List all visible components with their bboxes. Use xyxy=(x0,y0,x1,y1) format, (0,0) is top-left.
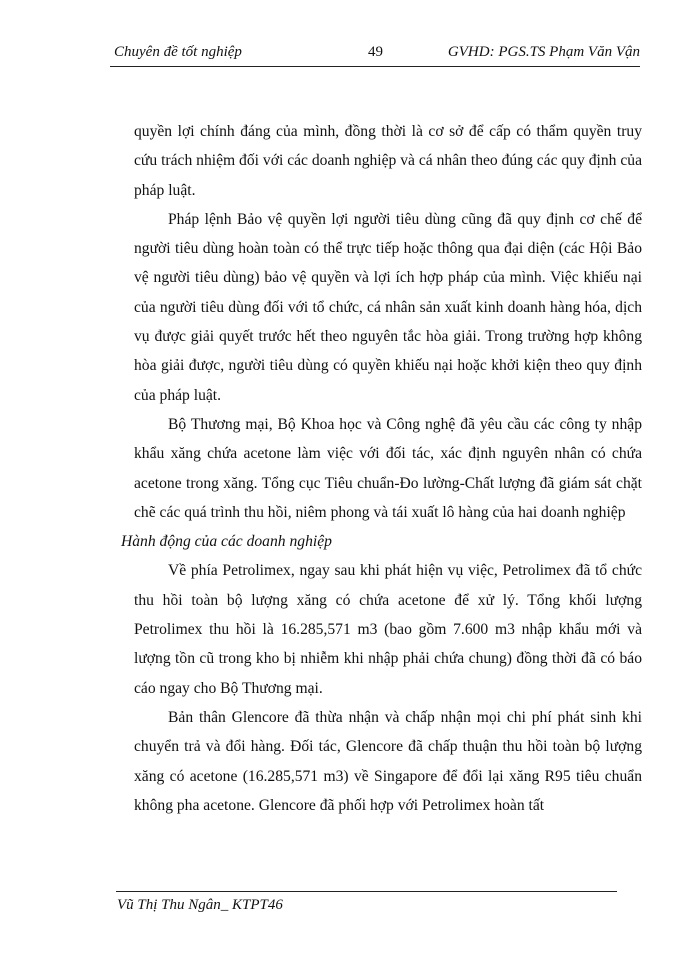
page-body xyxy=(121,117,642,820)
header-supervisor: GVHD: PGS.TS Phạm Văn Vận xyxy=(447,44,640,60)
paragraph-1: quyền lợi chính đáng của mình, đồng thời là cơ sở để cấp có thẩm quyền truy cứu trách nhiệm đối với các doanh nghiệp và cá nhân theo đúng các quy định của pháp luật. xyxy=(134,123,642,199)
header-document-title: Chuyên đề tốt nghiệp xyxy=(114,44,242,60)
header-page-number: 49 xyxy=(368,44,383,60)
footer-author: Vũ Thị Thu Ngân_ KTPT46 xyxy=(117,897,283,913)
paragraph-5: Bản thân Glencore đã thừa nhận và chấp nhận mọi chi phí phát sinh khi chuyển trả và đổi hàng. Đối tác, Glencore đã chấp thuận thu hồi toàn bộ lượng xăng có acetone (16.285,571 m3) về Singapore để đổi lại xăng R95 tiêu chuẩn không pha acetone. Glencore đã phối hợp với Petrolimex hoàn tất xyxy=(134,708,642,814)
paragraph-2: Pháp lệnh Bảo vệ quyền lợi người tiêu dùng cũng đã quy định cơ chế để người tiêu dùng hoàn toàn có thể trực tiếp hoặc thông qua đại diện (các Hội Bảo vệ người tiêu dùng) bảo vệ quyền và lợi ích hợp pháp của mình. Việc khiếu nại của người tiêu dùng đối với tổ chức, cá nhân sản xuất kinh doanh hàng hóa, dịch vụ được giải quyết trước hết theo nguyên tắc hòa giải. Trong trường hợp không hòa giải được, người tiêu dùng có quyền khiếu nại hoặc khởi kiện theo quy định của pháp luật. xyxy=(134,210,642,404)
paragraph-3: Bộ Thương mại, Bộ Khoa học và Công nghệ đã yêu cầu các công ty nhập khẩu xăng chứa acetone làm việc với đối tác, xác định nguyên nhân có chứa acetone trong xăng. Tổng cục Tiêu chuẩn-Đo lường-Chất lượng đã giám sát chặt chẽ các quá trình thu hồi, niêm phong và tái xuất lô hàng của hai doanh nghiệp xyxy=(134,415,642,521)
footer-divider xyxy=(116,891,617,892)
section-heading: Hành động của các doanh nghiệp xyxy=(121,533,332,551)
page-header xyxy=(110,40,640,67)
paragraph-4: Về phía Petrolimex, ngay sau khi phát hiện vụ việc, Petrolimex đã tổ chức thu hồi toàn bộ lượng xăng có chứa acetone để xử lý. Tổng khối lượng Petrolimex thu hồi là 16.285,571 m3 (bao gồm 7.600 m3 nhập khẩu mới và lượng tồn cũ trong kho bị nhiễm khi nhập phải chứa chung) đồng thời đã có báo cáo ngay cho Bộ Thương mại. xyxy=(134,562,642,697)
